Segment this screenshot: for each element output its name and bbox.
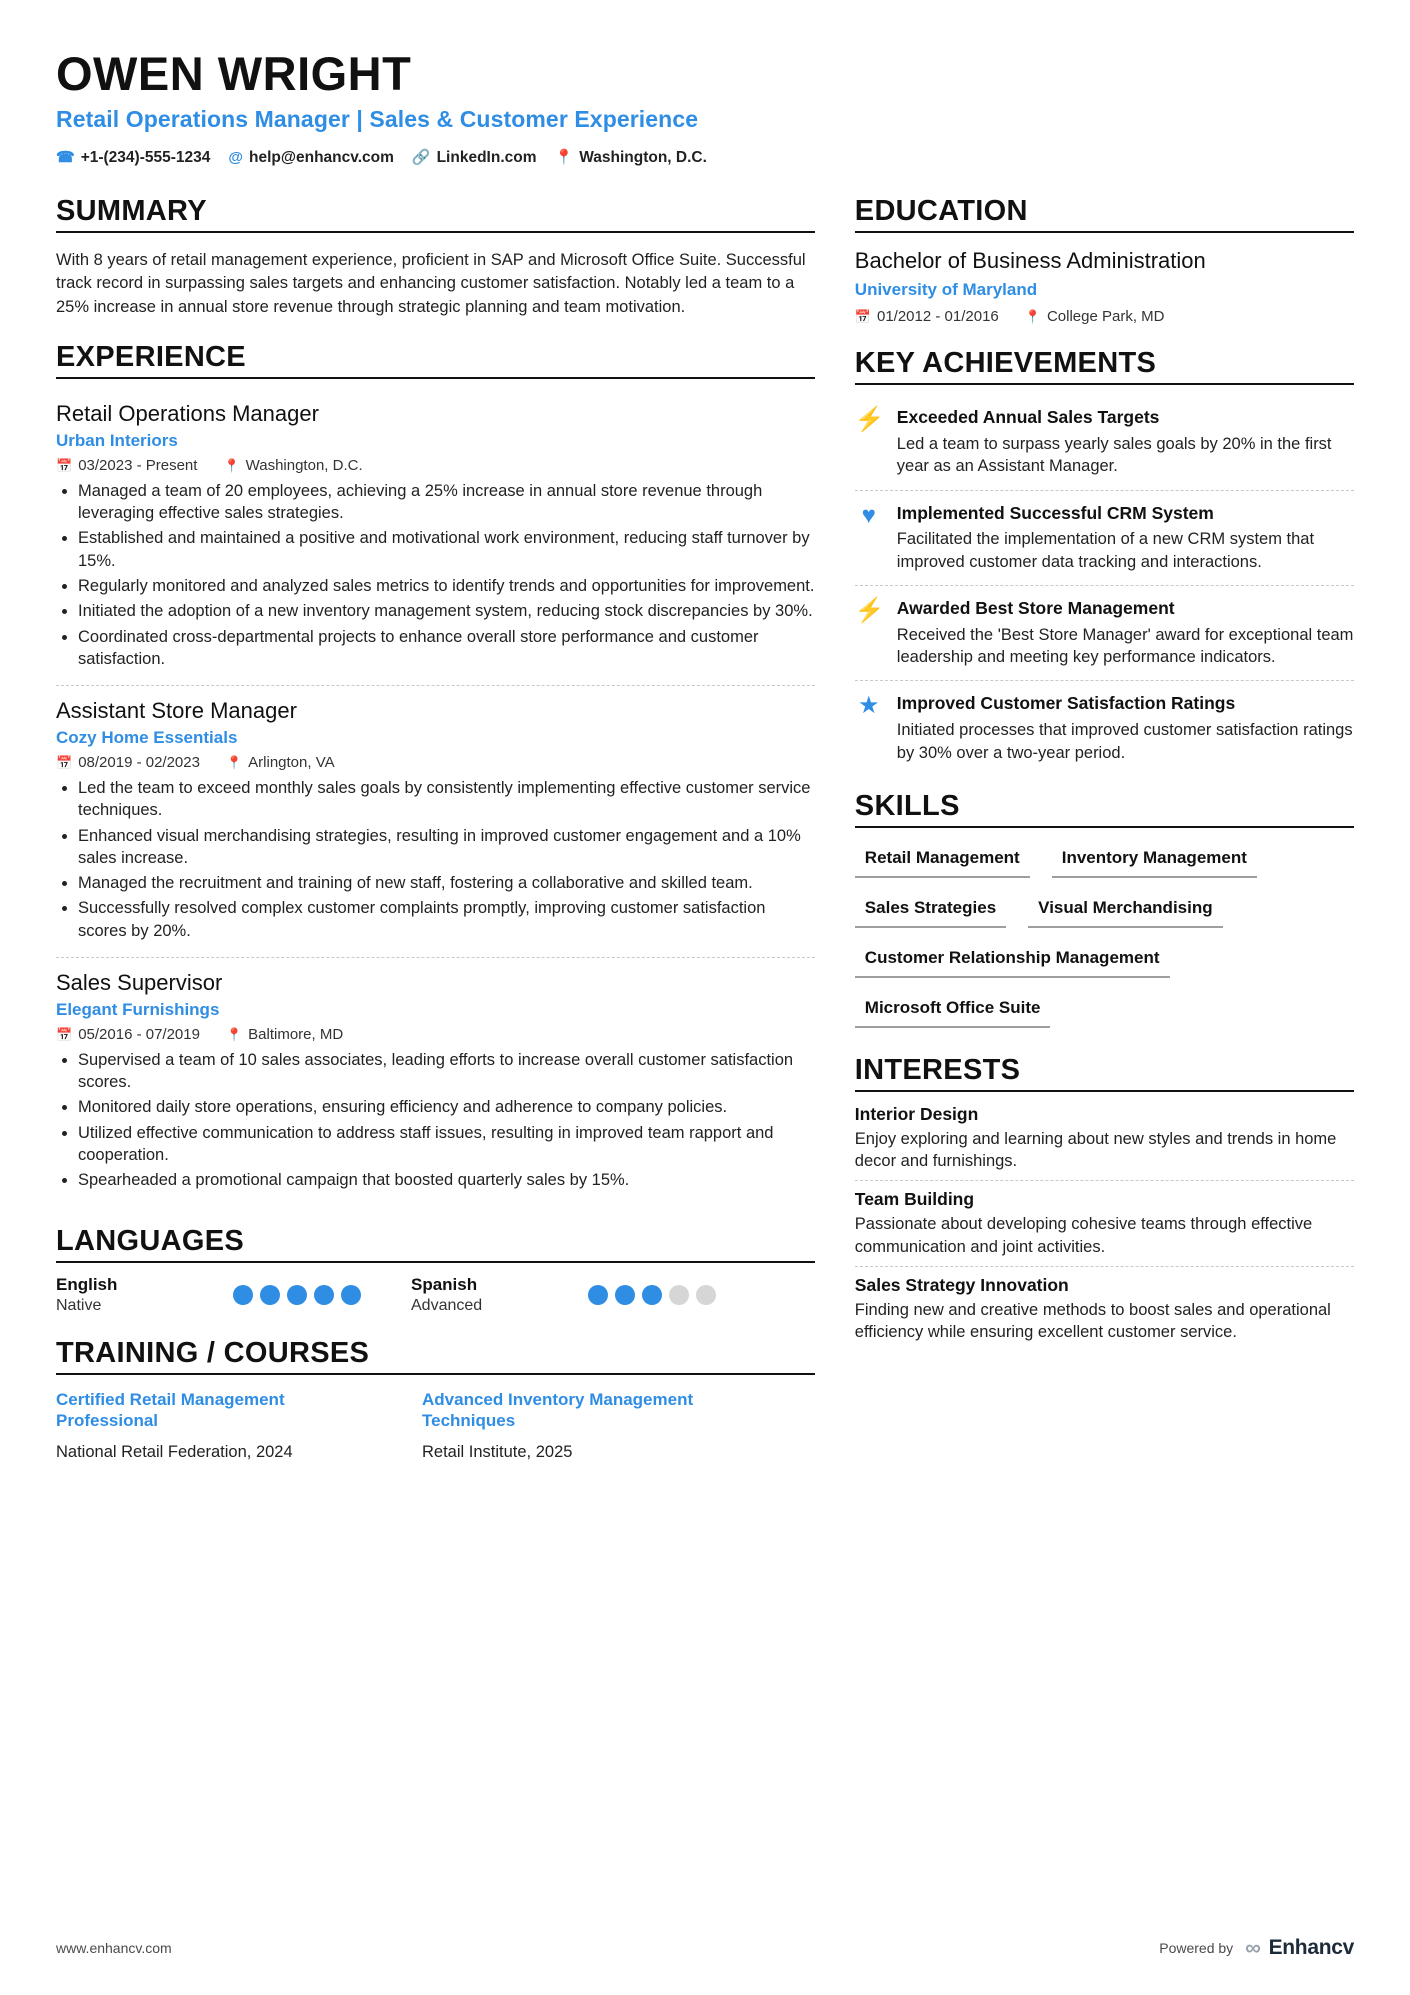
section-training bbox=[56, 1337, 815, 1463]
language-level: Native bbox=[56, 1296, 102, 1314]
contact-row bbox=[56, 149, 1354, 167]
job-bullet: • Supervised a team of 10 sales associates, leading efforts to increase overall customer satisfaction scores. bbox=[78, 1049, 815, 1094]
interest-title: Sales Strategy Innovation bbox=[854, 1274, 1069, 1295]
achievement-desc: Led a team to surpass yearly sales goals by 20% in the first year as an Assistant Manager. bbox=[896, 435, 1332, 476]
location-icon: 📍 bbox=[554, 149, 574, 167]
job-bullet: • Established and maintained a positive and motivational work environment, reducing staff turnover by 15%. bbox=[78, 527, 815, 572]
job-dates bbox=[56, 754, 200, 771]
job-company: Elegant Furnishings bbox=[56, 999, 220, 1019]
job-bullet: • Coordinated cross-departmental projects to enhance overall store performance and customer satisfaction. bbox=[78, 626, 815, 671]
location-icon: 📍 bbox=[225, 1026, 243, 1042]
job-company: Cozy Home Essentials bbox=[56, 728, 238, 748]
candidate-name: OWEN WRIGHT bbox=[56, 47, 412, 100]
education-meta bbox=[855, 308, 1354, 325]
contact-email-text: help@enhancv.com bbox=[249, 148, 394, 166]
training-item bbox=[422, 1389, 752, 1463]
education-dates bbox=[855, 308, 999, 325]
training-name: Certified Retail Management Professional bbox=[56, 1389, 285, 1430]
left-column bbox=[56, 185, 815, 1462]
job-title: Assistant Store Manager bbox=[56, 698, 297, 724]
calendar-icon: 📅 bbox=[56, 457, 73, 473]
section-skills bbox=[855, 790, 1354, 1040]
skill-chip: Visual Merchandising bbox=[1028, 890, 1222, 928]
language-item bbox=[411, 1275, 716, 1315]
rating-dot bbox=[588, 1285, 608, 1305]
section-summary bbox=[56, 195, 815, 319]
rating-dot bbox=[669, 1285, 689, 1305]
job-title: Retail Operations Manager bbox=[56, 400, 319, 426]
contact-location-text: Washington, D.C. bbox=[579, 148, 707, 166]
job-location bbox=[223, 457, 362, 474]
contact-email[interactable] bbox=[228, 149, 394, 167]
interest-item bbox=[855, 1180, 1354, 1266]
interest-desc: Enjoy exploring and learning about new styles and trends in home decor and furnishings. bbox=[854, 1129, 1337, 1171]
contact-location bbox=[555, 149, 707, 167]
lightning-bolt-icon: ⚡ bbox=[854, 597, 885, 624]
job-bullets bbox=[56, 1049, 815, 1192]
job-bullet: • Successfully resolved complex customer complaints promptly, improving customer satisfaction scores by 20%. bbox=[78, 897, 815, 942]
heart-icon: ♥ bbox=[861, 501, 876, 529]
skill-chip: Customer Relationship Management bbox=[855, 940, 1170, 978]
interest-item bbox=[855, 1266, 1354, 1352]
rating-dot bbox=[287, 1285, 307, 1305]
job-bullet: • Enhanced visual merchandising strategies, resulting in improved customer engagement and a 10% sales increase. bbox=[78, 825, 815, 870]
experience-item bbox=[56, 685, 815, 957]
interests-title: INTERESTS bbox=[855, 1054, 1354, 1092]
calendar-icon: 📅 bbox=[56, 1026, 73, 1042]
interest-desc: Passionate about developing cohesive teams through effective communication and joint activities. bbox=[854, 1215, 1313, 1256]
education-school: University of Maryland bbox=[854, 280, 1038, 300]
language-item bbox=[56, 1275, 361, 1315]
job-bullet: • Led the team to exceed monthly sales goals by consistently implementing effective customer service techniques. bbox=[78, 777, 815, 822]
candidate-headline: Retail Operations Manager | Sales & Customer Experience bbox=[56, 105, 699, 132]
job-bullet: • Spearheaded a promotional campaign that boosted quarterly sales by 15%. bbox=[78, 1169, 815, 1191]
training-title: TRAINING / COURSES bbox=[56, 1337, 815, 1375]
powered-by-label: Powered by bbox=[1159, 1940, 1234, 1956]
calendar-icon: 📅 bbox=[854, 309, 871, 325]
language-level: Advanced bbox=[411, 1296, 483, 1314]
contact-phone-text: +1-(234)-555-1234 bbox=[80, 148, 211, 166]
location-icon: 📍 bbox=[225, 755, 243, 771]
experience-item bbox=[56, 389, 815, 685]
location-icon: 📍 bbox=[223, 457, 240, 473]
rating-dot bbox=[260, 1285, 280, 1305]
education-degree: Bachelor of Business Administration bbox=[854, 247, 1206, 273]
education-location bbox=[1025, 308, 1165, 325]
education-dates-text: 01/2012 - 01/2016 bbox=[876, 308, 999, 326]
rating-dot bbox=[314, 1285, 334, 1305]
training-item bbox=[56, 1389, 386, 1463]
section-languages bbox=[56, 1225, 815, 1315]
lightning-bolt-icon: ⚡ bbox=[854, 406, 885, 434]
job-meta bbox=[56, 457, 815, 474]
rating-dot bbox=[615, 1285, 635, 1305]
job-bullet: • Regularly monitored and analyzed sales metrics to identify trends and opportunities for improvement. bbox=[78, 575, 815, 597]
achievement-title: Awarded Best Store Management bbox=[896, 598, 1175, 618]
job-dates-text: 05/2016 - 07/2019 bbox=[78, 1025, 200, 1043]
job-meta bbox=[56, 754, 815, 771]
enhancv-mark-icon: ∞ bbox=[1245, 1935, 1261, 1960]
job-bullet: • Initiated the adoption of a new inventory management system, reducing stock discrepancies by 30%. bbox=[78, 600, 815, 622]
contact-linkedin[interactable] bbox=[412, 149, 537, 167]
job-company: Urban Interiors bbox=[56, 430, 178, 450]
location-icon: 📍 bbox=[1024, 309, 1041, 325]
calendar-icon: 📅 bbox=[56, 755, 73, 771]
experience-title: EXPERIENCE bbox=[56, 341, 815, 379]
job-bullet: • Managed the recruitment and training of new staff, fostering a collaborative and skilled team. bbox=[78, 872, 815, 894]
link-icon: 🔗 bbox=[411, 149, 431, 167]
job-bullet: • Monitored daily store operations, ensuring efficiency and adherence to company policies. bbox=[78, 1096, 815, 1118]
language-name: English bbox=[56, 1274, 118, 1294]
achievements-title: KEY ACHIEVEMENTS bbox=[855, 347, 1354, 385]
interest-title: Team Building bbox=[854, 1189, 975, 1210]
rating-dot bbox=[642, 1285, 662, 1305]
job-dates-text: 08/2019 - 02/2023 bbox=[78, 754, 200, 772]
education-item bbox=[855, 247, 1354, 326]
job-bullets bbox=[56, 480, 815, 670]
summary-title: SUMMARY bbox=[56, 195, 815, 233]
achievement-title: Exceeded Annual Sales Targets bbox=[896, 407, 1160, 428]
section-achievements bbox=[855, 347, 1354, 776]
job-bullet: • Managed a team of 20 employees, achieving a 25% increase in annual store revenue through leveraging effective sales strategies. bbox=[78, 480, 815, 525]
resume-header bbox=[56, 48, 1354, 167]
education-title: EDUCATION bbox=[855, 195, 1354, 233]
page-footer bbox=[56, 1935, 1354, 1961]
job-meta bbox=[56, 1026, 815, 1043]
rating-dot bbox=[233, 1285, 253, 1305]
education-location-text: College Park, MD bbox=[1046, 308, 1165, 326]
skills-title: SKILLS bbox=[855, 790, 1354, 828]
section-experience bbox=[56, 341, 815, 1207]
job-location-text: Baltimore, MD bbox=[248, 1025, 344, 1043]
language-name: Spanish bbox=[411, 1274, 478, 1294]
achievement-item bbox=[855, 490, 1354, 585]
achievement-desc: Initiated processes that improved customer satisfaction ratings by 30% over a two-year period. bbox=[896, 721, 1353, 762]
languages-title: LANGUAGES bbox=[56, 1225, 815, 1263]
email-icon: @ bbox=[228, 149, 244, 167]
language-rating bbox=[588, 1285, 716, 1305]
phone-icon: ☎ bbox=[56, 149, 75, 167]
job-location bbox=[226, 754, 335, 771]
job-dates-text: 03/2023 - Present bbox=[78, 456, 198, 474]
section-interests bbox=[855, 1054, 1354, 1352]
contact-phone bbox=[56, 149, 210, 167]
footer-website[interactable]: www.enhancv.com bbox=[56, 1940, 172, 1956]
achievement-desc: Facilitated the implementation of a new CRM system that improved customer data tracking and interactions. bbox=[896, 530, 1315, 571]
star-icon: ★ bbox=[858, 692, 880, 720]
job-location-text: Arlington, VA bbox=[248, 754, 335, 772]
interest-item bbox=[855, 1096, 1354, 1181]
achievement-desc: Received the 'Best Store Manager' award for exceptional team leadership and meeting key performance indicators. bbox=[896, 625, 1354, 667]
skill-chip: Retail Management bbox=[855, 840, 1030, 878]
achievement-item bbox=[855, 585, 1354, 680]
enhancv-logo bbox=[1245, 1935, 1354, 1961]
job-dates bbox=[56, 457, 197, 474]
achievement-item bbox=[855, 395, 1354, 489]
contact-linkedin-text: LinkedIn.com bbox=[436, 148, 537, 166]
job-title: Sales Supervisor bbox=[56, 969, 223, 995]
enhancv-wordmark: Enhancv bbox=[1268, 1936, 1354, 1959]
job-dates bbox=[56, 1026, 200, 1043]
interest-title: Interior Design bbox=[854, 1103, 979, 1124]
interest-desc: Finding new and creative methods to boost sales and operational efficiency while ensuring excellent customer service. bbox=[854, 1300, 1331, 1342]
achievement-title: Improved Customer Satisfaction Ratings bbox=[896, 693, 1236, 714]
job-location bbox=[226, 1026, 343, 1043]
rating-dot bbox=[696, 1285, 716, 1305]
rating-dot bbox=[341, 1285, 361, 1305]
achievement-item bbox=[855, 680, 1354, 775]
two-column-body bbox=[56, 185, 1354, 1462]
section-education bbox=[855, 195, 1354, 326]
job-bullets bbox=[56, 777, 815, 942]
experience-item bbox=[56, 957, 815, 1207]
training-org: Retail Institute, 2025 bbox=[422, 1443, 573, 1462]
training-org: National Retail Federation, 2024 bbox=[56, 1443, 293, 1462]
language-rating bbox=[233, 1285, 361, 1305]
job-location-text: Washington, D.C. bbox=[245, 456, 363, 474]
skill-chip: Microsoft Office Suite bbox=[855, 990, 1051, 1028]
footer-branding bbox=[1159, 1935, 1354, 1961]
right-column bbox=[855, 185, 1354, 1352]
summary-text: With 8 years of retail management experience, proficient in SAP and Microsoft Office Suite. Successful track record in surpassing sales targets and enhancing customer satisfaction. Notably led a team to a 25% increase in annual store revenue through strategic planning and team motivation. bbox=[56, 250, 806, 316]
achievement-title: Implemented Successful CRM System bbox=[896, 502, 1214, 523]
job-bullet: • Utilized effective communication to address staff issues, resulting in improved team rapport and cooperation. bbox=[78, 1122, 815, 1167]
skill-chip: Inventory Management bbox=[1052, 840, 1257, 878]
skill-chip: Sales Strategies bbox=[855, 890, 1006, 928]
training-name: Advanced Inventory Management Techniques bbox=[422, 1389, 694, 1430]
